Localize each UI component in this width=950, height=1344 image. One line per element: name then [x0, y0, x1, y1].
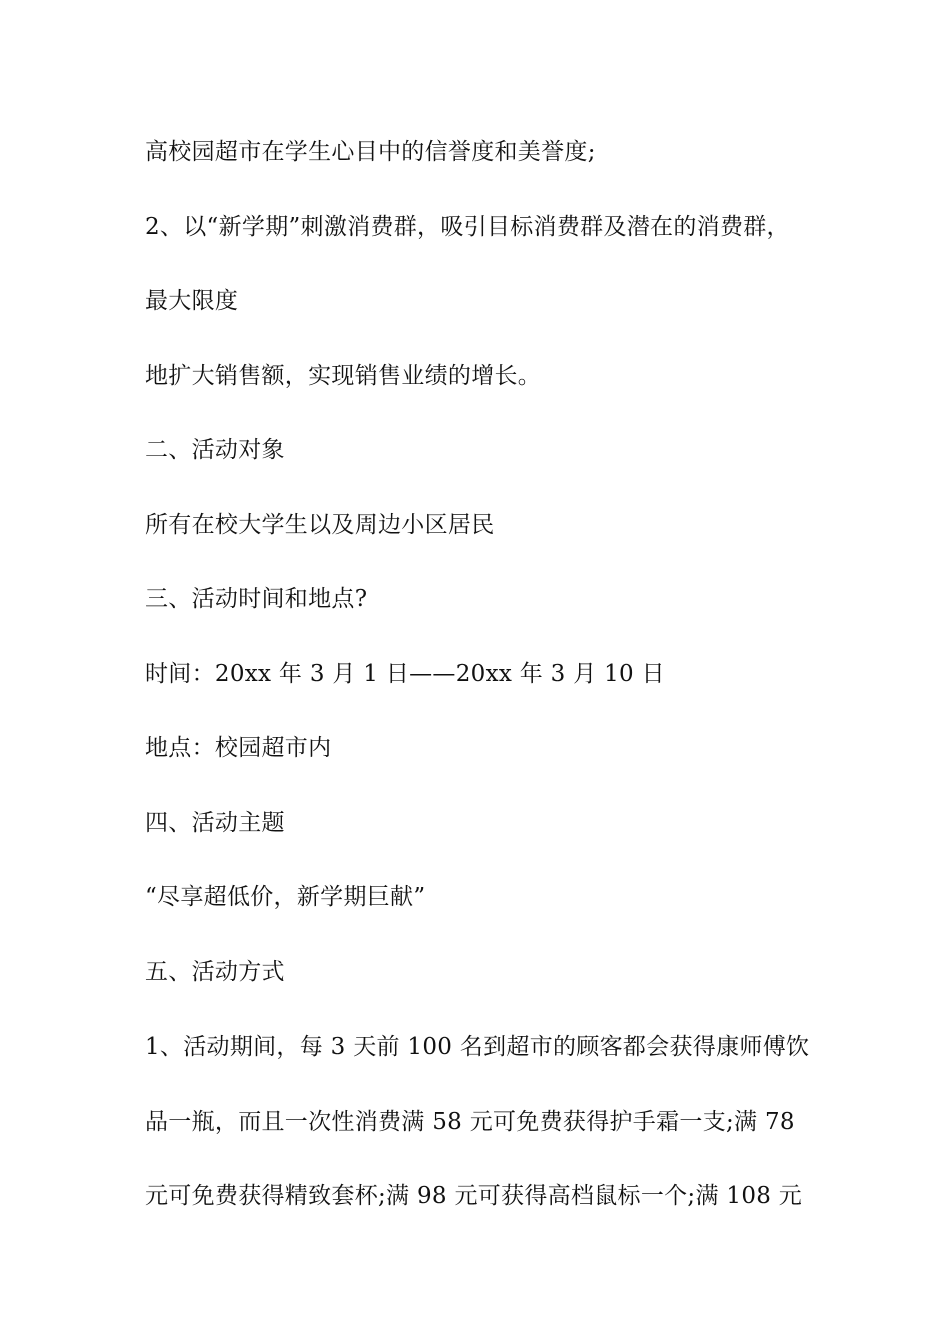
text-line: 地点：校园超市内 [145, 735, 332, 761]
section-heading: 二、活动对象 [145, 437, 285, 463]
text-line: “尽享超低价，新学期巨献” [145, 884, 426, 910]
section-heading: 五、活动方式 [145, 959, 285, 985]
text-line: 元可免费获得精致套杯;满 98 元可获得高档鼠标一个;满 108 元 [145, 1183, 803, 1209]
section-heading: 三、活动时间和地点? [145, 586, 368, 612]
text-line: 最大限度 [145, 288, 239, 314]
text-line: 时间：20xx 年 3 月 1 日——20xx 年 3 月 10 日 [145, 661, 665, 687]
text-line: 高校园超市在学生心目中的信誉度和美誉度; [145, 139, 596, 165]
text-line: 1、活动期间，每 3 天前 100 名到超市的顾客都会获得康师傅饮 [145, 1034, 810, 1060]
text-line: 地扩大销售额，实现销售业绩的增长。 [145, 363, 542, 389]
text-line: 所有在校大学生以及周边小区居民 [145, 512, 495, 538]
section-heading: 四、活动主题 [145, 810, 285, 836]
text-line: 2、以“新学期”刺激消费群，吸引目标消费群及潜在的消费群， [145, 214, 790, 240]
text-line: 品一瓶，而且一次性消费满 58 元可免费获得护手霜一支;满 78 [145, 1109, 795, 1135]
